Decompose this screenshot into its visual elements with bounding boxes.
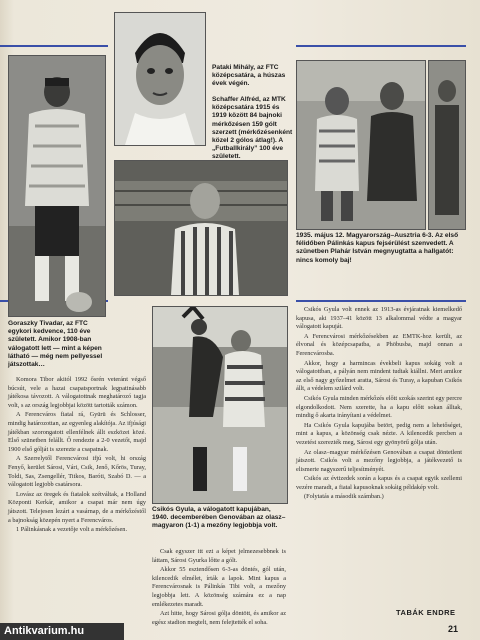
author-signature: TABÁK ENDRE [396, 608, 456, 617]
article-left-column [8, 376, 146, 536]
article-middle-column [152, 548, 286, 628]
caption-1935-match: 1935. május 12. Magyarország–Ausztria 6-3. Az első félidőben Pálinkás kapus fejsérülést szenvedett. A szünetben Plahár István megnyugtatta a hallgatót: nincs komoly baj! [296, 232, 459, 264]
paragraph: Ha Csikós Gyula kapujába betört, pedig nem a lehetőséget, mint a kapus, a közönség csak nézte. A kilencedik percben a vezetést szerezték meg, Sárosi egy gyönyörű gólja után. [296, 421, 462, 446]
paragraph: A Ferencvárosi mérkőzésekben az EMTK-hoz került, az élvonal és középcsapatba, a Phöbusba, majd onnan a Ferencvárosba. [296, 332, 462, 357]
caption-pataki: Pataki Mihály, az FTC középcsatára, a húszas évek végén. [212, 64, 286, 88]
paragraph: Csak egyszer itt ezt a képet jelmezesebbnek is láttam, Sárosi Gyurka lőtte a gólt. [152, 548, 286, 564]
paragraph: Csikós Gyula volt ennek az 1913-as évjáratnak kiemelkedő kapusa, aki 1937–41 között 13 alkalommal védte a magyar válogatott kapuját. [296, 306, 462, 331]
mid-rule-right [296, 300, 466, 302]
paragraph: A Szerrelytől Ferencvárosi ifjú volt, hi ország Fenyő, kerület Sárosi, Vári, Csik, Jenő, Kőrös, Turay, Toldi, Sas, Zsengellér, Titkos, Baróti, Szabó D. — a válogatott legjobb csatársora. [8, 455, 146, 489]
paragraph: Azt hitte, hogy Sárosi gólja döntött, és amikor az egész stadion megtelt, nem felejtették el soha. [152, 610, 286, 626]
caption-schaffer: Schaffer Alfréd, az MTK középcsatára 1915 és 1919 között 84 bajnoki mérkőzésen 159 gólt szerzett (mérkőzésenként közel 2 gólos átlag!). A „Futballkirály” 100 éve született. [212, 96, 293, 161]
photo-schaffer [114, 160, 288, 296]
photo-spectators-strip [428, 60, 466, 230]
header-rule-left [0, 45, 108, 47]
caption-csikos: Csikós Gyula, a válogatott kapujában, 1940. decemberében Genovában az olasz–magyaron (1-1) a mezőny legjobbja volt. [152, 506, 286, 530]
paragraph: Csikós az évtizedek során a kapus és a csapat egyik szellemi vezére maradt, a fiatal kapusoknak sokáig példakép volt. [296, 475, 462, 491]
paragraph: Csikós Gyula minden mérkőzés előtt szokás szerint egy percre elgondolkodott. Nem szerette, ha a kapu előtt sokan álltak, mindig ő akarta irányítani a védelmet. [296, 394, 462, 420]
page-number: 21 [448, 624, 459, 634]
paragraph: 1 Pálinkásnak a vezetője volt a mérkőzésen. [16, 526, 128, 534]
header-rule-right [296, 45, 466, 47]
photo-1935-match [296, 60, 426, 230]
paragraph: Az olasz–magyar mérkőzésen Genovában a csapat döntetlent játszott. Csikós volt a mezőny legjobbja, a játékvezető is elismerte nagyszerű teljesítményét. [296, 448, 462, 473]
watermark-logo: Antikvarium.hu [0, 623, 124, 640]
article-right-column [296, 306, 462, 503]
caption-goraszky: Goraszky Tivadar, az FTC egykori kedvence, 110 éve született. Amikor 1908-ban válogatott lett — mint a képen látható — még nem pellyessel játszottak… [8, 320, 103, 369]
paragraph: Lovász az öregek és fiatalok szétváltak, a Holland Központi Kerkár, amikor a csapat már nem úgy játszott. Telejesen lezárt a vasárnap, de a mérkőzéstől a bajnokság közepén nyert a Ferencváros. [8, 490, 146, 524]
paragraph: A Ferencváros fiatal rá, Gyürü és Schlosser, mindig határozottan, az egyenleg alakítója. Az ifjúsági játékban szorongatott ellenfélnek állt eszközei közé. Első szünetben felállt. Ő rendezte a 2-0 vezetőt, majd 1900 első gólját is szerezte a csapatnak. [8, 411, 146, 453]
paragraph: Komora Tibor akitól 1992 ősrén veteránt végső búcsút, vele a hazai csapatsportnak legpatinásabb játékosa távozott. A válogatottnak meghatározó tagja volt, s az ország legjobbjai között tartották számon. [8, 376, 146, 409]
photo-pataki [114, 12, 206, 146]
photo-csikos [152, 306, 288, 504]
paragraph: Akkor, hogy a harmincas évekbeli kapus sokáig volt a válogatottban, a pályán nem mindent tudtak kiállni. Mert amikor az első nagy győzelmet aratta, Sárosi és Turay, a kapuban Csikós állt, a védelem szilárd volt. [296, 359, 462, 393]
photo-goraszky [8, 55, 106, 317]
paragraph: (Folytatás a második számban.) [304, 493, 384, 501]
paragraph: Akkor 55 esztendősen 6-3-as döntés, gól után, kilencedik elmélet, írták a lapok. Mint kapus a Ferencvárosnak is Pálinkás Tibi volt, a mezőny legjobbja lett. A közönség számára ez a nap emlékezetes maradt. [152, 566, 286, 608]
